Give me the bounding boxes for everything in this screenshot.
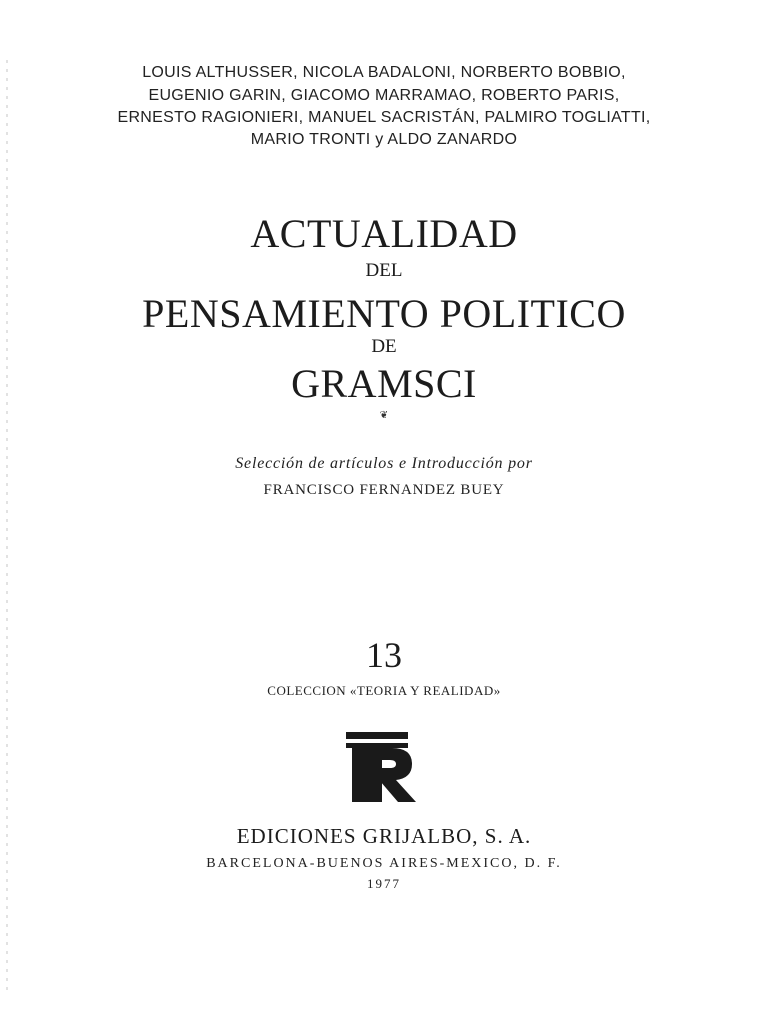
publisher-cities: BARCELONA-BUENOS AIRES-MEXICO, D. F.	[206, 856, 562, 871]
author-line-2: EUGENIO GARIN, GIACOMO MARRAMAO, ROBERTO PARIS,	[148, 87, 620, 104]
selection-line: Selección de artículos e Introducción por	[235, 455, 533, 472]
collection-name: COLECCION «TEORIA Y REALIDAD»	[267, 683, 501, 698]
title-del: DEL	[365, 260, 403, 281]
title-actualidad: ACTUALIDAD	[250, 211, 518, 256]
ornament-icon: ❦	[379, 410, 389, 421]
publication-year: 1977	[367, 876, 401, 891]
editor-name: FRANCISCO FERNANDEZ BUEY	[263, 482, 505, 498]
title-gramsci: GRAMSCI	[291, 361, 477, 406]
publisher-name: EDICIONES GRIJALBO, S. A.	[236, 824, 532, 848]
scan-edge-mark	[6, 60, 8, 990]
collection-number: 13	[366, 635, 402, 675]
author-line-1: LOUIS ALTHUSSER, NICOLA BADALONI, NORBERTO BOBBIO,	[142, 64, 626, 81]
title-de: DE	[371, 336, 397, 357]
title-pensamiento-politico: PENSAMIENTO POLITICO	[142, 291, 626, 336]
author-line-3: ERNESTO RAGIONIERI, MANUEL SACRISTÁN, PALMIRO TOGLIATTI,	[117, 109, 651, 126]
tr-logo-icon	[338, 730, 428, 805]
author-line-4: MARIO TRONTI y ALDO ZANARDO	[250, 131, 518, 148]
